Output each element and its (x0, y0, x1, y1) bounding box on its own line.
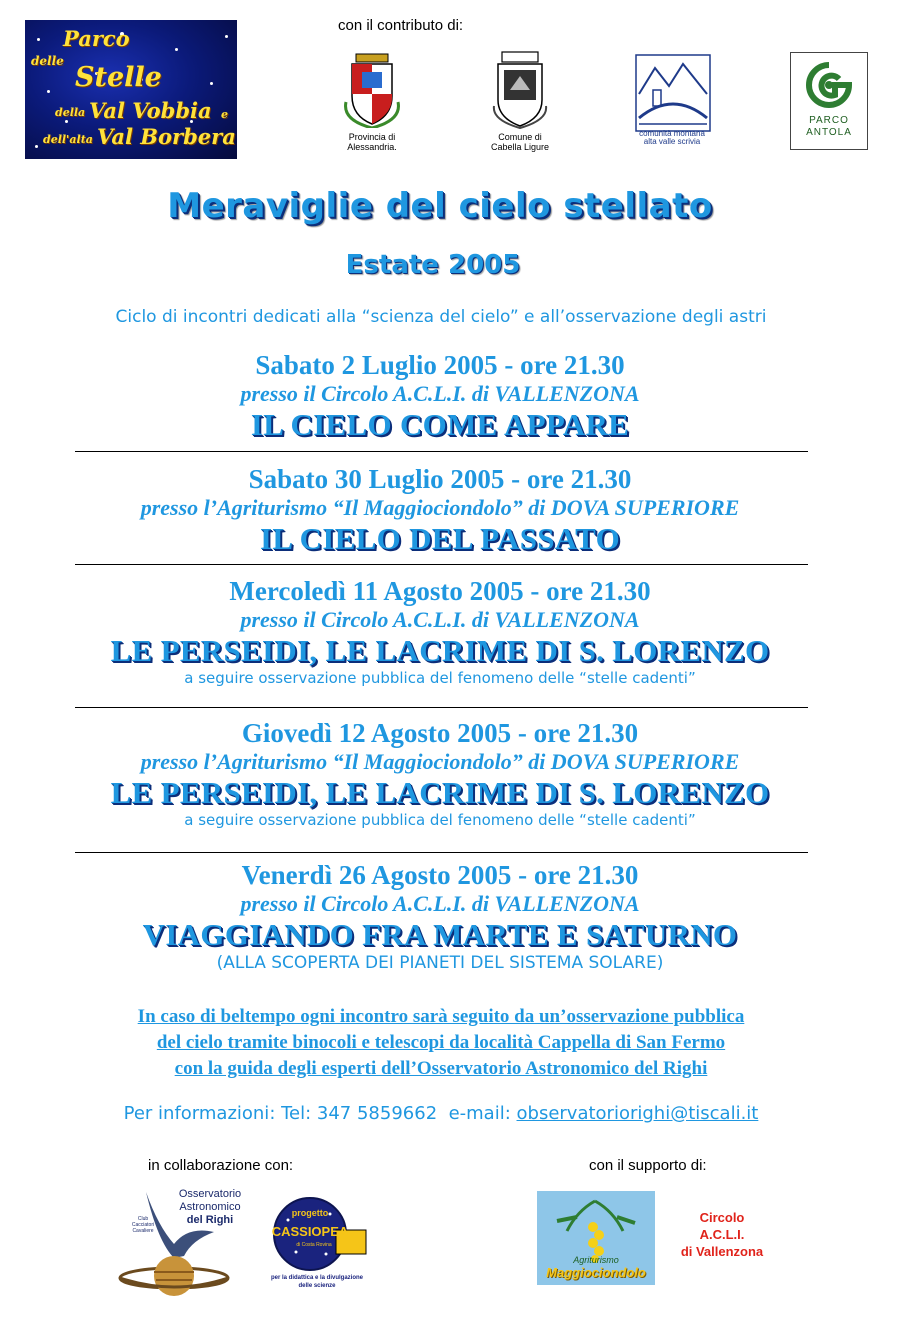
page-title: Meraviglie del cielo stellato (167, 186, 713, 226)
contact-info (0, 1103, 882, 1124)
event-3 (60, 576, 820, 688)
cassiopea-foot-1: per la didattica e la divulgazione (270, 1275, 364, 1281)
event-place: presso il Circolo A.C.L.I. di VALLENZONA (240, 607, 640, 632)
righi-observatory-logo (118, 1186, 248, 1301)
provincia-crest-icon (342, 52, 402, 128)
agri-line-2: Maggiociondolo (546, 1265, 646, 1280)
parco-antola-caption-1: PARCO (809, 115, 849, 126)
cassiopea-logo (266, 1196, 372, 1300)
event-note: (ALLA SCOPERTA DEI PIANETI DEL SISTEMA SOLARE) (216, 953, 664, 973)
comunita-montana-logo-icon (635, 54, 711, 132)
park-logo-delle: delle (31, 54, 64, 68)
divider (75, 852, 808, 853)
park-logo (25, 20, 237, 159)
event-1 (60, 350, 820, 442)
event-4 (60, 718, 820, 830)
weather-note-line-3: con la guida degli esperti dell’Osservatorio Astronomico del Righi (174, 1058, 708, 1079)
event-2 (60, 464, 820, 556)
event-date: Venerdì 26 Agosto 2005 - ore 21.30 (241, 860, 639, 890)
event-date: Sabato 2 Luglio 2005 - ore 21.30 (255, 350, 625, 380)
contact-label: Per informazioni: Tel: 347 5859662 e-mail: (123, 1103, 517, 1124)
weather-note-line-2: del cielo tramite binocoli e telescopi da località Cappella di San Fermo (156, 1032, 726, 1053)
park-logo-val-borbera: Val Borbera (97, 124, 236, 149)
divider (75, 707, 808, 708)
intro-text: Ciclo di incontri dedicati alla “scienza del cielo” e all’osservazione degli astri (115, 307, 767, 327)
event-title: LE PERSEIDI, LE LACRIME DI S. LORENZO (110, 775, 770, 810)
event-place: presso l’Agriturismo “Il Maggiociondolo” di DOVA SUPERIORE (140, 495, 740, 520)
event-note: a seguire osservazione pubblica del fenomeno delle “stelle cadenti” (184, 669, 696, 687)
agri-line-1: Agriturismo (573, 1255, 619, 1265)
event-5 (60, 860, 820, 974)
comune-crest-icon (490, 50, 550, 130)
divider (75, 451, 808, 452)
weather-note (0, 1004, 882, 1082)
cassiopea-name: CASSIOPEA (271, 1224, 349, 1239)
park-logo-val-vobbia: Val Vobbia (89, 98, 212, 123)
agriturismo-logo (537, 1191, 655, 1285)
cassiopea-top: progetto (291, 1208, 329, 1218)
event-date: Mercoledì 11 Agosto 2005 - ore 21.30 (229, 576, 651, 606)
parco-antola-logo (790, 52, 868, 150)
event-title: IL CIELO DEL PASSATO (259, 521, 621, 556)
comune-caption-2: Cabella Ligure (490, 142, 550, 152)
divider (75, 564, 808, 565)
park-logo-dell-alta: dell'alta (43, 133, 93, 146)
event-place: presso il Circolo A.C.L.I. di VALLENZONA (240, 891, 640, 916)
provincia-caption-2: Alessandria. (347, 142, 397, 152)
event-title: VIAGGIANDO FRA MARTE E SATURNO (142, 917, 738, 952)
page-subtitle: Estate 2005 (345, 250, 521, 280)
event-place: presso il Circolo A.C.L.I. di VALLENZONA (240, 381, 640, 406)
comune-caption-1: Comune di (498, 132, 542, 142)
support-heading: con il supporto di: (589, 1157, 707, 1174)
parco-antola-spiral-icon (805, 61, 853, 109)
parco-antola-caption-2: ANTOLA (806, 127, 852, 138)
email-link[interactable]: observatoriorighi@tiscali.it (516, 1103, 759, 1124)
event-title: LE PERSEIDI, LE LACRIME DI S. LORENZO (110, 633, 770, 668)
collaboration-heading: in collaborazione con: (148, 1157, 294, 1174)
park-logo-stelle: Stelle (75, 62, 162, 93)
comunita-caption-1: comunità montana (639, 129, 705, 138)
event-date: Sabato 30 Luglio 2005 - ore 21.30 (248, 464, 632, 494)
event-place: presso l’Agriturismo “Il Maggiociondolo” di DOVA SUPERIORE (140, 749, 740, 774)
righi-line-2: Astronomico (179, 1201, 241, 1213)
park-logo-parco: Parco (63, 26, 130, 51)
comunita-caption-2: alta valle scrivia (643, 137, 701, 146)
provincia-caption-1: Provincia di (348, 132, 396, 142)
park-logo-della: della (55, 106, 86, 119)
cassiopea-sub: di Costa Rovina (296, 1242, 332, 1248)
cassiopea-foot-2: delle scienze (298, 1283, 336, 1289)
event-title: IL CIELO COME APPARE (250, 407, 630, 442)
righi-line-1: Osservatorio (178, 1188, 242, 1200)
circolo-line-1: Circolo (699, 1210, 745, 1225)
righi-small: Club Cacciatori Cavaliere (131, 1216, 155, 1234)
righi-line-3: del Righi (186, 1214, 234, 1226)
weather-note-line-1: In caso di beltempo ogni incontro sarà seguito da un’osservazione pubblica (137, 1006, 745, 1027)
circolo-acli (670, 1209, 774, 1260)
circolo-line-2: A.C.L.I. (699, 1227, 745, 1242)
sponsors-heading: con il contributo di: (338, 17, 464, 34)
event-note: a seguire osservazione pubblica del fenomeno delle “stelle cadenti” (184, 811, 696, 829)
event-date: Giovedì 12 Agosto 2005 - ore 21.30 (241, 718, 639, 748)
park-logo-e: e (221, 108, 228, 121)
circolo-line-3: di Vallenzona (680, 1244, 764, 1259)
